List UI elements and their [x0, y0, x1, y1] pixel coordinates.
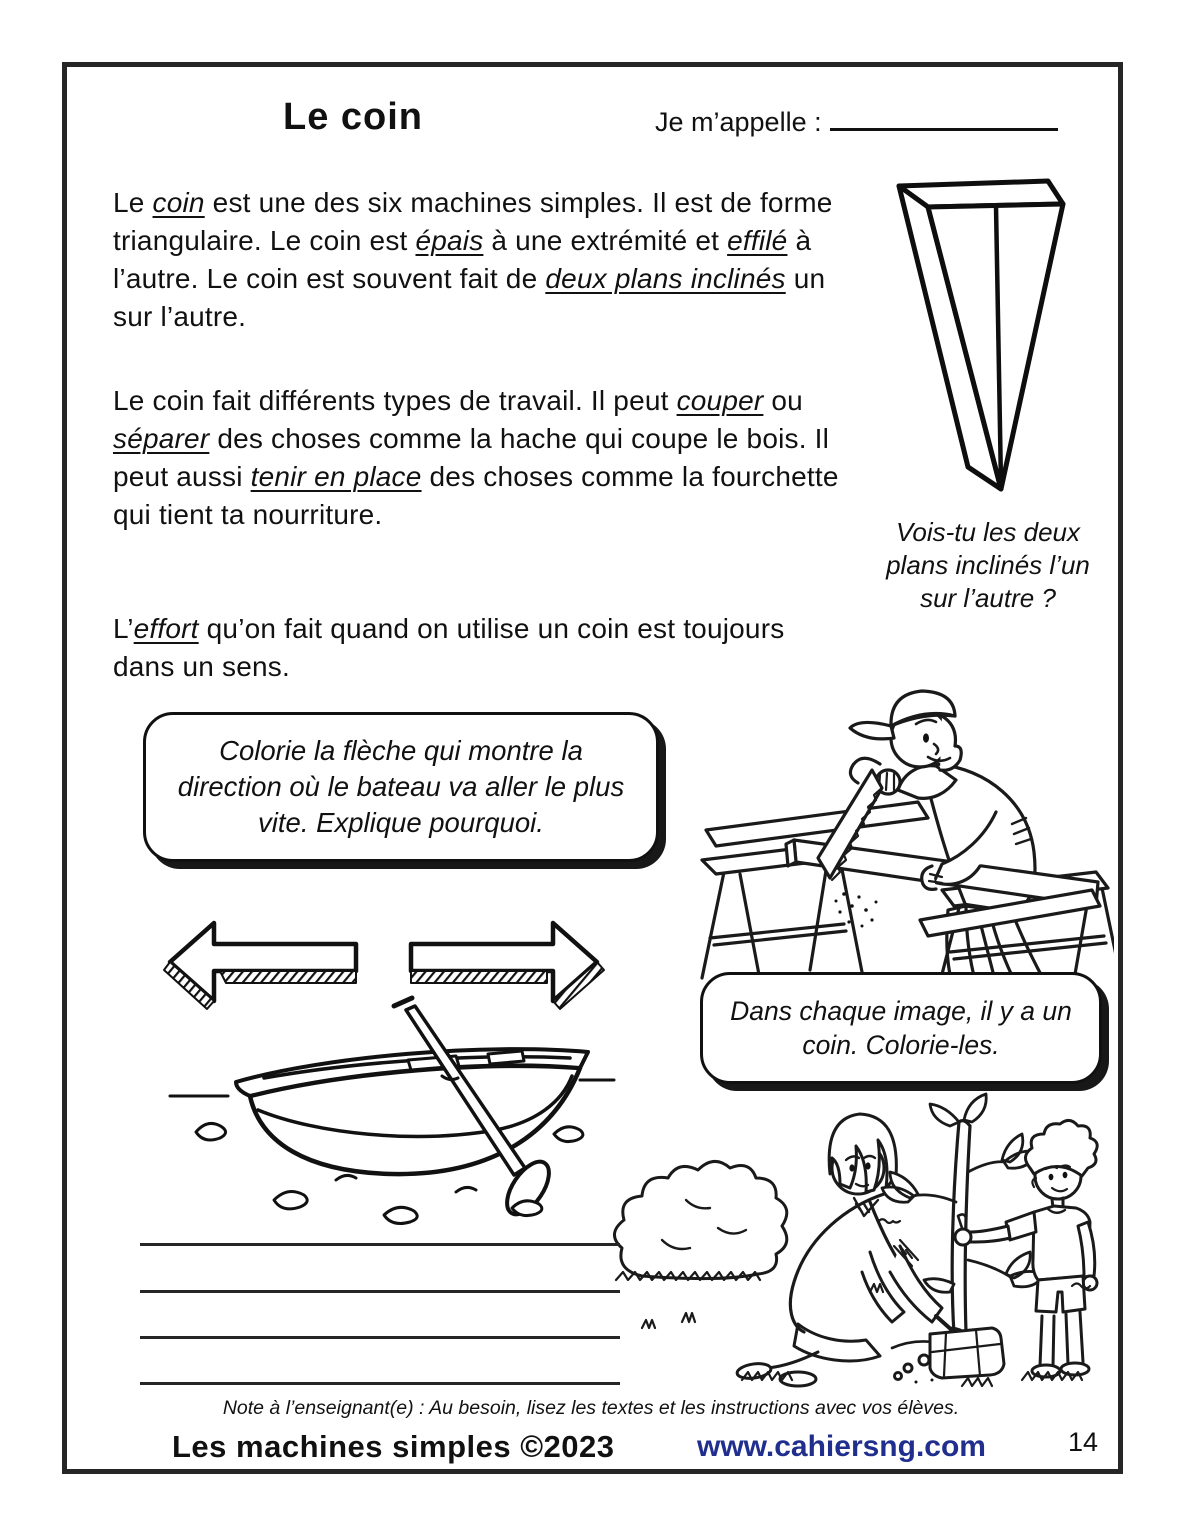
text-run: Le coin fait différents types de travail. Il peut	[113, 385, 677, 416]
sawdust	[835, 892, 878, 927]
text-run: des choses comme la hache qui coupe le bois. Il peut aussi	[113, 423, 830, 492]
answer-line-1[interactable]	[140, 1243, 620, 1246]
planting-illustration	[602, 1080, 1114, 1394]
name-label: Je m’appelle :	[655, 107, 822, 137]
text-run: des choses comme la fourchette qui tient ta nourriture.	[113, 461, 839, 530]
footer-website: www.cahiersng.com	[697, 1430, 986, 1463]
left-sawhorse	[702, 802, 928, 980]
paragraph-wedge-uses	[113, 382, 865, 534]
coin-instruction-box	[700, 972, 1102, 1084]
answer-line-4[interactable]	[140, 1382, 620, 1385]
wedge-illustration	[876, 164, 1074, 502]
footer-series-title: Les machines simples ©2023	[172, 1429, 615, 1464]
root-ball	[930, 1328, 1004, 1378]
answer-line-2[interactable]	[140, 1290, 620, 1293]
boat-instruction-box	[143, 712, 659, 862]
term-effort: effort	[133, 613, 199, 644]
wedge-question: Vois-tu les deux plans inclinés l’un sur l’autre ?	[886, 517, 1090, 613]
text-run: est une des six machines simples. Il est de forme triangulaire. Le coin est	[113, 187, 833, 256]
term-couper: couper	[676, 385, 764, 416]
page-title: Le coin	[282, 96, 424, 138]
boy-hair	[1025, 1120, 1097, 1176]
teacher-note: Note à l’enseignant(e) : Au besoin, lisez les textes et les instructions avec vos élèves.	[222, 1397, 960, 1419]
page-number: 14	[1067, 1427, 1099, 1457]
term-coin: coin	[152, 187, 205, 218]
man-sawing-illustration	[694, 654, 1114, 988]
term-separer: séparer	[113, 423, 210, 454]
cap-brim	[850, 722, 894, 738]
text-run: Le	[113, 187, 153, 218]
text-run: L’	[113, 613, 134, 644]
term-effile: effilé	[727, 225, 788, 256]
text-run: à une extrémité et	[483, 225, 728, 256]
name-blank-line[interactable]	[830, 102, 1058, 131]
paragraph-wedge-description	[113, 184, 853, 336]
boat-instruction-text: Colorie la flèche qui montre la direction où le bateau va aller le plus vite. Explique pourquoi.	[177, 735, 625, 838]
text-run: qu’on fait quand on utilise un coin est toujours dans un sens.	[113, 613, 785, 682]
name-field	[655, 102, 1058, 138]
text-run: un sur l’autre.	[113, 263, 826, 332]
coin-instruction-text: Dans chaque image, il y a un coin. Colorie-les.	[730, 996, 1072, 1060]
term-epais: épais	[415, 225, 484, 256]
text-run: à l’autre. Le coin est souvent fait de	[113, 225, 812, 294]
term-plans-inclines: deux plans inclinés	[545, 263, 786, 294]
boat-with-arrows-illustration	[156, 910, 634, 1248]
bush	[614, 1161, 786, 1280]
text-run: ou	[763, 385, 803, 416]
answer-line-3[interactable]	[140, 1336, 620, 1339]
term-tenir-en-place: tenir en place	[250, 461, 422, 492]
rowboat	[196, 998, 588, 1223]
